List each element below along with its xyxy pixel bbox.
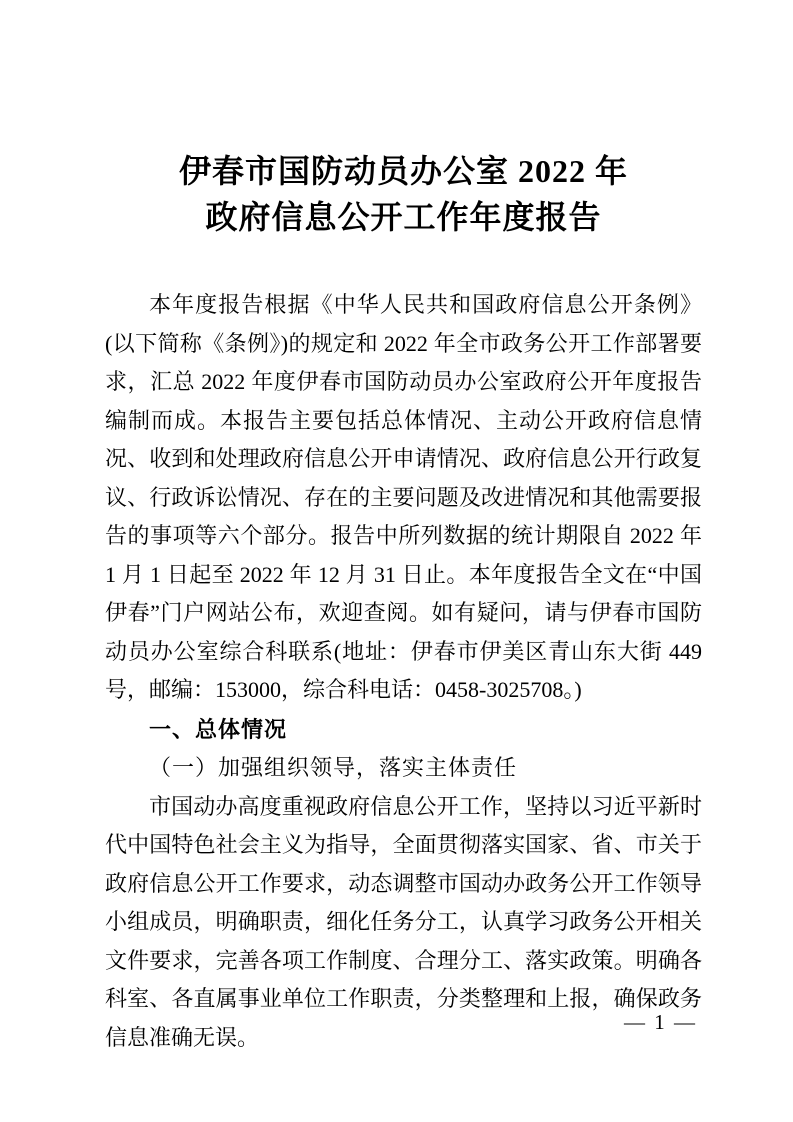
- section-1-subsection-heading: （一）加强组织领导，落实主体责任: [149, 755, 518, 780]
- document-title-line-2: 政府信息公开工作年度报告: [205, 199, 602, 235]
- document-title-line-1: 伊春市国防动员办公室 2022 年: [178, 153, 628, 189]
- section-1-paragraph: 市国动办高度重视政府信息公开工作，坚持以习近平新时代中国特色社会主义为指导，全面贯彻落实国家、省、市关于政府信息公开工作要求，动态调整市国动办政务公开工作领导小组成员，明确职责，细化任务分工，认真学习政务公开相关文件要求，完善各项工作制度、合理分工、落实政策。明确各科室、各直属事业单位工作职责，分类整理和上报，确保政务信息准确无误。: [105, 793, 702, 1050]
- document-content: [105, 148, 702, 1057]
- document-title: [105, 148, 702, 240]
- intro-paragraph: 本年度报告根据《中华人民共和国政府信息公开条例》(以下简称《条例》)的规定和 2022 年全市政务公开工作部署要求，汇总 2022 年度伊春市国防动员办公室政府公开年度报告编制而成。本报告主要包括总体情况、主动公开政府信息情况、收到和处理政府信息公开申请情况、政府信息公开行政复议、行政诉讼情况、存在的主要问题及改进情况和其他需要报告的事项等六个部分。报告中所列数据的统计期限自 2022 年 1 月 1 日起至 2022 年 12 月 31 日止。本年度报告全文在“中国伊春”门户网站公布，欢迎查阅。如有疑问，请与伊春市国防动员办公室综合科联系(地址：伊春市伊美区青山东大街 449 号，邮编：153000，综合科电话：0458-3025708。): [105, 292, 702, 702]
- section-1-heading: 一、总体情况: [149, 716, 288, 742]
- page-number: — 1 —: [624, 1010, 697, 1034]
